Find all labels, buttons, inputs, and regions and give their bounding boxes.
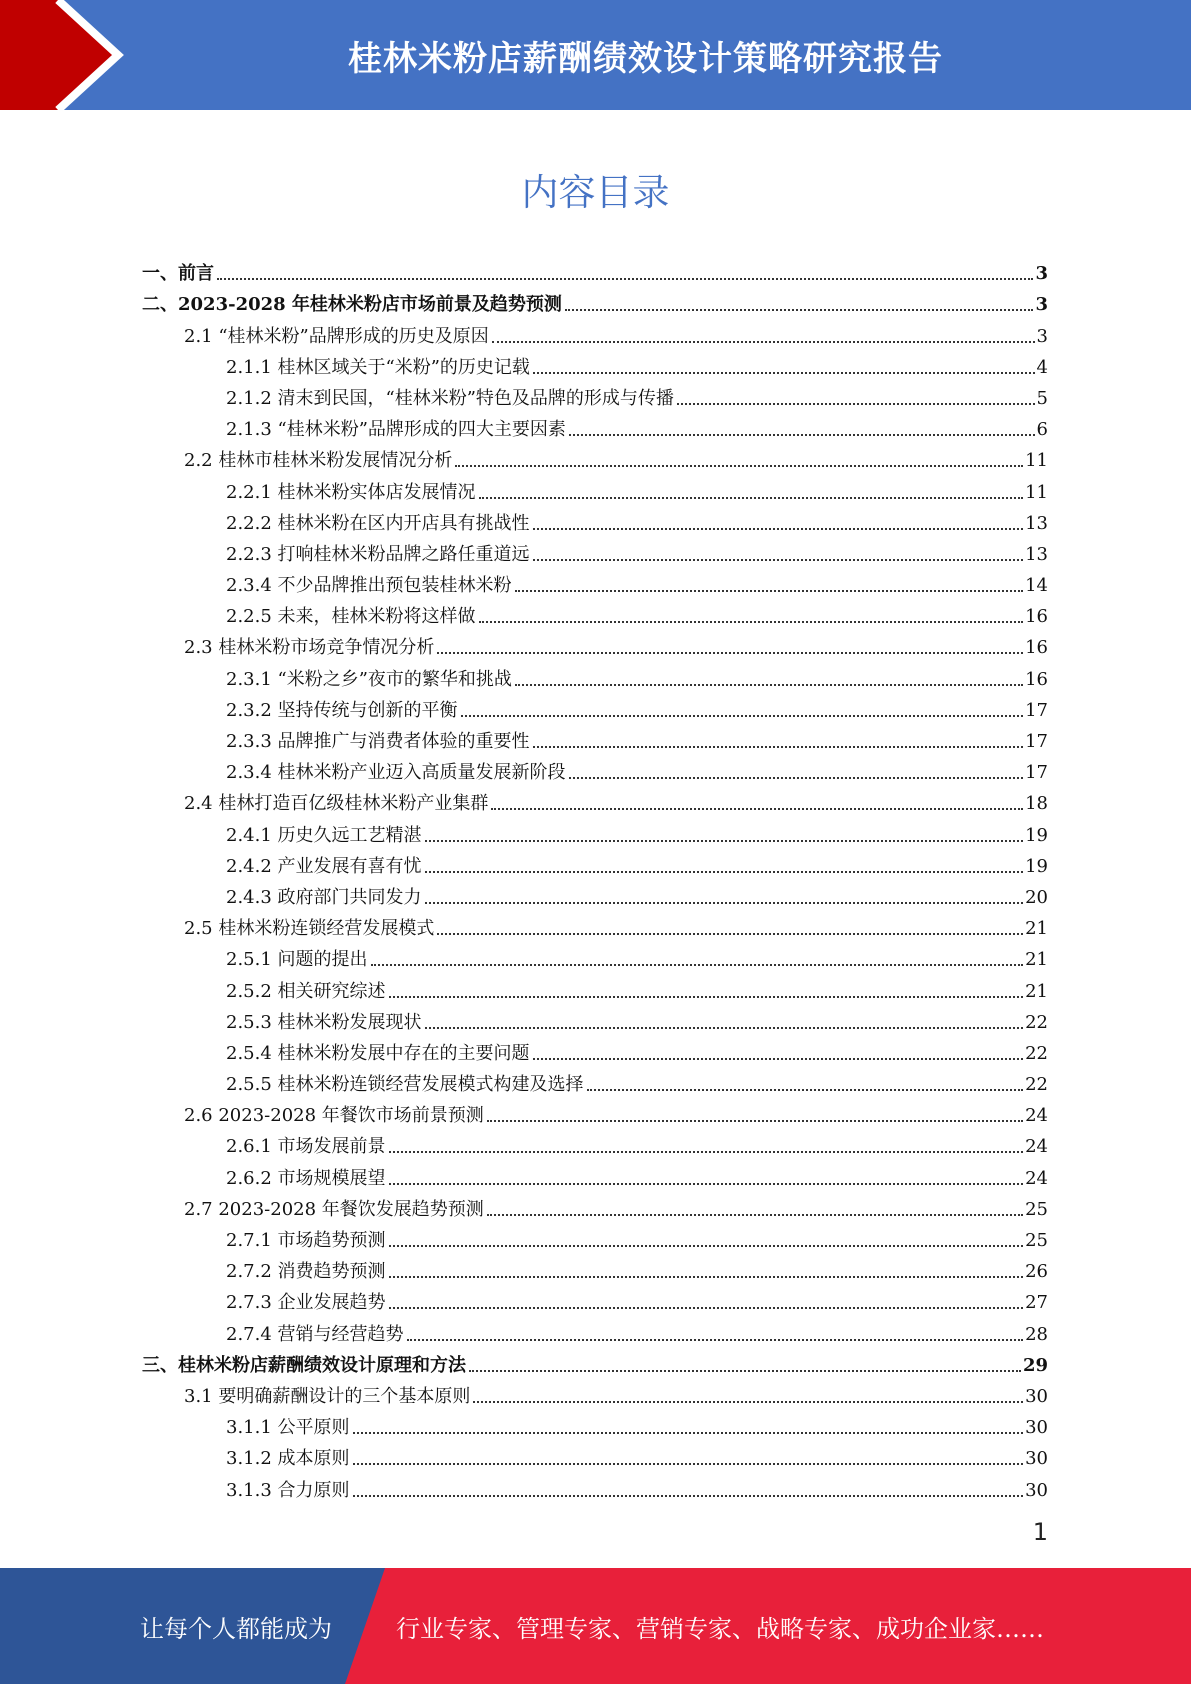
- toc-entry[interactable]: [142, 1314, 1048, 1345]
- toc-entry[interactable]: [142, 971, 1048, 1002]
- toc-entry[interactable]: [142, 1158, 1048, 1189]
- toc-entry-title: 2.3.4 不少品牌推出预包装桂林米粉: [226, 575, 512, 597]
- toc-entry-page: 13: [1025, 512, 1048, 534]
- toc-entry-page: 3: [1035, 294, 1048, 316]
- toc-heading: 内容目录: [521, 171, 670, 214]
- toc-entry-title: 2.7.1 市场趋势预测: [226, 1230, 386, 1251]
- toc-dot-leader: [533, 746, 1024, 748]
- toc-entry-title: 2.1.3 “桂林米粉”品牌形成的四大主要因素: [226, 419, 566, 441]
- toc-entry-title: 2.2.3 打响桂林米粉品牌之路任重道远: [226, 543, 530, 565]
- toc-entry-title: 2.2.2 桂林米粉在区内开店具有挑战性: [226, 512, 530, 534]
- toc-entry-title: 一、前言: [142, 263, 214, 285]
- toc-entry[interactable]: [142, 1190, 1048, 1221]
- toc-dot-leader: [371, 964, 1024, 966]
- toc-entry-page: 11: [1025, 450, 1048, 472]
- toc-entry[interactable]: [142, 784, 1048, 815]
- toc-entry-page: 13: [1025, 543, 1048, 565]
- toc-dot-leader: [461, 715, 1024, 717]
- toc-entry-page: 24: [1025, 1167, 1048, 1189]
- toc-entry-title: 3.1 要明确薪酬设计的三个基本原则: [184, 1385, 471, 1407]
- toc-entry-title: 2.5.5 桂林米粉连锁经营发展模式构建及选择: [226, 1074, 584, 1096]
- toc-dot-leader: [565, 309, 1034, 311]
- toc-dot-leader: [533, 1058, 1024, 1060]
- toc-entry[interactable]: [142, 1470, 1048, 1501]
- toc-entry[interactable]: [142, 691, 1048, 722]
- toc-entry[interactable]: [142, 878, 1048, 909]
- toc-entry[interactable]: [142, 815, 1048, 846]
- red-arrow-icon: [0, 0, 150, 110]
- toc-entry-title: 2.3.3 品牌推广与消费者体验的重要性: [226, 731, 530, 752]
- toc-dot-leader: [389, 1151, 1024, 1153]
- toc-dot-leader: [479, 497, 1024, 499]
- toc-dot-leader: [533, 559, 1024, 561]
- toc-entry[interactable]: [142, 441, 1048, 472]
- toc-entry-page: 18: [1025, 793, 1048, 815]
- toc-entry-page: 6: [1036, 419, 1048, 441]
- toc-entry[interactable]: [142, 909, 1048, 940]
- toc-entry-page: 16: [1025, 668, 1048, 690]
- toc-entry-page: 21: [1025, 949, 1048, 971]
- report-header-band: [0, 0, 1191, 110]
- toc-entry-title: 2.7 2023-2028 年餐饮发展趋势预测: [184, 1198, 484, 1220]
- toc-dot-leader: [437, 652, 1023, 654]
- toc-entry-page: 17: [1025, 731, 1048, 752]
- footer-slogan-right: 行业专家、管理专家、营销专家、战略专家、成功企业家……: [396, 1614, 1044, 1643]
- toc-entry-title: 3.1.2 成本原则: [226, 1448, 350, 1470]
- toc-entry-title: 2.5.4 桂林米粉发展中存在的主要问题: [226, 1042, 530, 1064]
- toc-entry[interactable]: [142, 316, 1048, 347]
- toc-entry-title: 2.4.3 政府部门共同发力: [226, 886, 422, 908]
- toc-entry[interactable]: [142, 1283, 1048, 1314]
- toc-entry-page: 22: [1025, 1011, 1048, 1033]
- toc-dot-leader: [491, 808, 1023, 810]
- toc-entry-page: 30: [1025, 1448, 1048, 1470]
- toc-entry-page: 3: [1036, 325, 1048, 347]
- toc-entry-page: 25: [1025, 1198, 1048, 1220]
- toc-dot-leader: [473, 1401, 1023, 1403]
- toc-entry[interactable]: [142, 1127, 1048, 1158]
- toc-entry[interactable]: [142, 722, 1048, 753]
- toc-dot-leader: [425, 871, 1024, 873]
- toc-entry-title: 二、2023-2028 年桂林米粉店市场前景及趋势预测: [142, 294, 562, 316]
- toc-entry-title: 2.6 2023-2028 年餐饮市场前景预测: [184, 1105, 484, 1127]
- toc-entry-page: 30: [1025, 1385, 1048, 1407]
- toc-entry-page: 22: [1025, 1074, 1048, 1096]
- toc-entry-page: 30: [1025, 1417, 1048, 1439]
- toc-entry-title: 2.2.1 桂林米粉实体店发展情况: [226, 481, 476, 503]
- toc-dot-leader: [587, 1089, 1024, 1091]
- toc-entry-title: 2.4.2 产业发展有喜有忧: [226, 855, 422, 877]
- toc-entry-title: 2.5 桂林米粉连锁经营发展模式: [184, 918, 435, 940]
- toc-entry[interactable]: [142, 847, 1048, 878]
- toc-entry[interactable]: [142, 1096, 1048, 1127]
- toc-entry[interactable]: [142, 1377, 1048, 1408]
- toc-entry-title: 2.1.1 桂林区域关于“米粉”的历史记载: [226, 356, 530, 378]
- toc-entry-page: 16: [1025, 637, 1048, 659]
- toc-entry-title: 2.7.3 企业发展趋势: [226, 1292, 386, 1314]
- toc-entry-page: 17: [1025, 699, 1048, 721]
- toc-entry[interactable]: [142, 597, 1048, 628]
- toc-entry[interactable]: [142, 410, 1048, 441]
- toc-dot-leader: [437, 933, 1023, 935]
- toc-entry-title: 2.5.2 相关研究综述: [226, 980, 386, 1002]
- toc-dot-leader: [515, 684, 1023, 686]
- toc-dot-leader: [677, 403, 1035, 405]
- toc-dot-leader: [353, 1463, 1024, 1465]
- toc-entry-title: 2.4 桂林打造百亿级桂林米粉产业集群: [184, 793, 489, 815]
- toc-entry-page: 30: [1025, 1479, 1048, 1501]
- toc-dot-leader: [389, 1276, 1024, 1278]
- toc-dot-leader: [407, 1339, 1024, 1341]
- toc-dot-leader: [569, 777, 1024, 779]
- toc-entry-title: 2.3 桂林米粉市场竞争情况分析: [184, 637, 435, 659]
- toc-dot-leader: [353, 1432, 1024, 1434]
- toc-entry-title: 2.7.4 营销与经营趋势: [226, 1323, 404, 1345]
- toc-entry[interactable]: [142, 1065, 1048, 1096]
- toc-entry-title: 2.3.2 坚持传统与创新的平衡: [226, 699, 458, 721]
- toc-dot-leader: [533, 372, 1035, 374]
- toc-dot-leader: [487, 1120, 1023, 1122]
- toc-entry-page: 21: [1025, 918, 1048, 940]
- toc-entry[interactable]: [142, 379, 1048, 410]
- toc-dot-leader: [217, 278, 1033, 280]
- toc-entry[interactable]: [142, 1252, 1048, 1283]
- toc-entry[interactable]: [142, 628, 1048, 659]
- toc-entry-page: 16: [1025, 606, 1048, 628]
- toc-dot-leader: [353, 1495, 1024, 1497]
- toc-entry-page: 24: [1025, 1105, 1048, 1127]
- toc-entry-title: 2.4.1 历史久远工艺精湛: [226, 824, 422, 846]
- footer-slogan-left: 让每个人都能成为: [140, 1614, 332, 1643]
- toc-entry-page: 17: [1025, 762, 1048, 784]
- toc-dot-leader: [425, 902, 1024, 904]
- toc-entry[interactable]: [142, 566, 1048, 597]
- toc-entry-title: 2.5.3 桂林米粉发展现状: [226, 1011, 422, 1033]
- toc-entry[interactable]: [142, 348, 1048, 379]
- toc-entry-title: 2.3.4 桂林米粉产业迈入高质量发展新阶段: [226, 762, 566, 784]
- toc-dot-leader: [389, 1307, 1024, 1309]
- toc-entry-title: 2.7.2 消费趋势预测: [226, 1261, 386, 1283]
- toc-dot-leader: [389, 996, 1024, 998]
- toc-entry[interactable]: [142, 940, 1048, 971]
- toc-entry-page: 14: [1025, 575, 1048, 597]
- toc-entry[interactable]: [142, 1034, 1048, 1065]
- toc-entry-page: 29: [1022, 1354, 1048, 1376]
- page-number: 1: [1032, 1518, 1048, 1546]
- toc-entry-page: 5: [1036, 387, 1048, 409]
- toc-entry-page: 27: [1025, 1292, 1048, 1314]
- toc-entry-page: 4: [1036, 356, 1048, 378]
- toc-entry-title: 2.5.1 问题的提出: [226, 949, 368, 971]
- toc-dot-leader: [569, 434, 1035, 436]
- toc-entry-title: 3.1.3 合力原则: [226, 1479, 350, 1501]
- footer-banner: [0, 1568, 1191, 1684]
- toc-dot-leader: [479, 621, 1024, 623]
- toc-dot-leader: [425, 1027, 1024, 1029]
- toc-dot-leader: [469, 1370, 1021, 1372]
- toc-entry[interactable]: [142, 1346, 1048, 1377]
- report-title: 桂林米粉店薪酬绩效设计策略研究报告: [348, 38, 943, 79]
- toc-entry-page: 19: [1025, 855, 1048, 877]
- toc-entry-page: 21: [1025, 980, 1048, 1002]
- toc-entry-page: 26: [1025, 1261, 1048, 1283]
- table-of-contents: [142, 254, 1048, 1502]
- toc-entry-title: 三、桂林米粉店薪酬绩效设计原理和方法: [142, 1354, 466, 1376]
- toc-entry[interactable]: [142, 285, 1048, 316]
- toc-dot-leader: [389, 1183, 1024, 1185]
- toc-entry-title: 2.6.1 市场发展前景: [226, 1136, 386, 1158]
- toc-entry-page: 24: [1025, 1136, 1048, 1158]
- toc-entry[interactable]: [142, 1439, 1048, 1470]
- toc-entry-page: 3: [1035, 263, 1048, 285]
- toc-entry-title: 2.2 桂林市桂林米粉发展情况分析: [184, 450, 453, 472]
- toc-entry[interactable]: [142, 535, 1048, 566]
- toc-entry[interactable]: [142, 1003, 1048, 1034]
- toc-entry-title: 2.1.2 清末到民国，“桂林米粉”特色及品牌的形成与传播: [226, 387, 674, 409]
- toc-entry[interactable]: [142, 472, 1048, 503]
- toc-entry-title: 2.2.5 未来，桂林米粉将这样做: [226, 606, 476, 628]
- toc-entry-title: 2.6.2 市场规模展望: [226, 1167, 386, 1189]
- toc-entry-page: 20: [1025, 886, 1048, 908]
- toc-dot-leader: [455, 465, 1023, 467]
- toc-entry-page: 11: [1025, 481, 1048, 503]
- toc-entry[interactable]: [142, 659, 1048, 690]
- toc-dot-leader: [515, 590, 1024, 592]
- toc-entry[interactable]: [142, 254, 1048, 285]
- toc-entry-title: 2.1 “桂林米粉”品牌形成的历史及原因: [184, 325, 489, 347]
- toc-entry[interactable]: [142, 753, 1048, 784]
- toc-entry-page: 22: [1025, 1042, 1048, 1064]
- toc-dot-leader: [389, 1245, 1024, 1247]
- toc-entry[interactable]: [142, 1221, 1048, 1252]
- toc-entry-title: 3.1.1 公平原则: [226, 1417, 350, 1439]
- toc-entry[interactable]: [142, 504, 1048, 535]
- toc-dot-leader: [487, 1214, 1023, 1216]
- toc-dot-leader: [425, 840, 1024, 842]
- toc-dot-leader: [533, 528, 1024, 530]
- toc-entry-page: 19: [1025, 824, 1048, 846]
- toc-entry-title: 2.3.1 “米粉之乡”夜市的繁华和挑战: [226, 668, 512, 690]
- toc-entry[interactable]: [142, 1408, 1048, 1439]
- toc-dot-leader: [492, 341, 1035, 343]
- toc-entry-page: 25: [1025, 1230, 1048, 1251]
- toc-entry-page: 28: [1025, 1323, 1048, 1345]
